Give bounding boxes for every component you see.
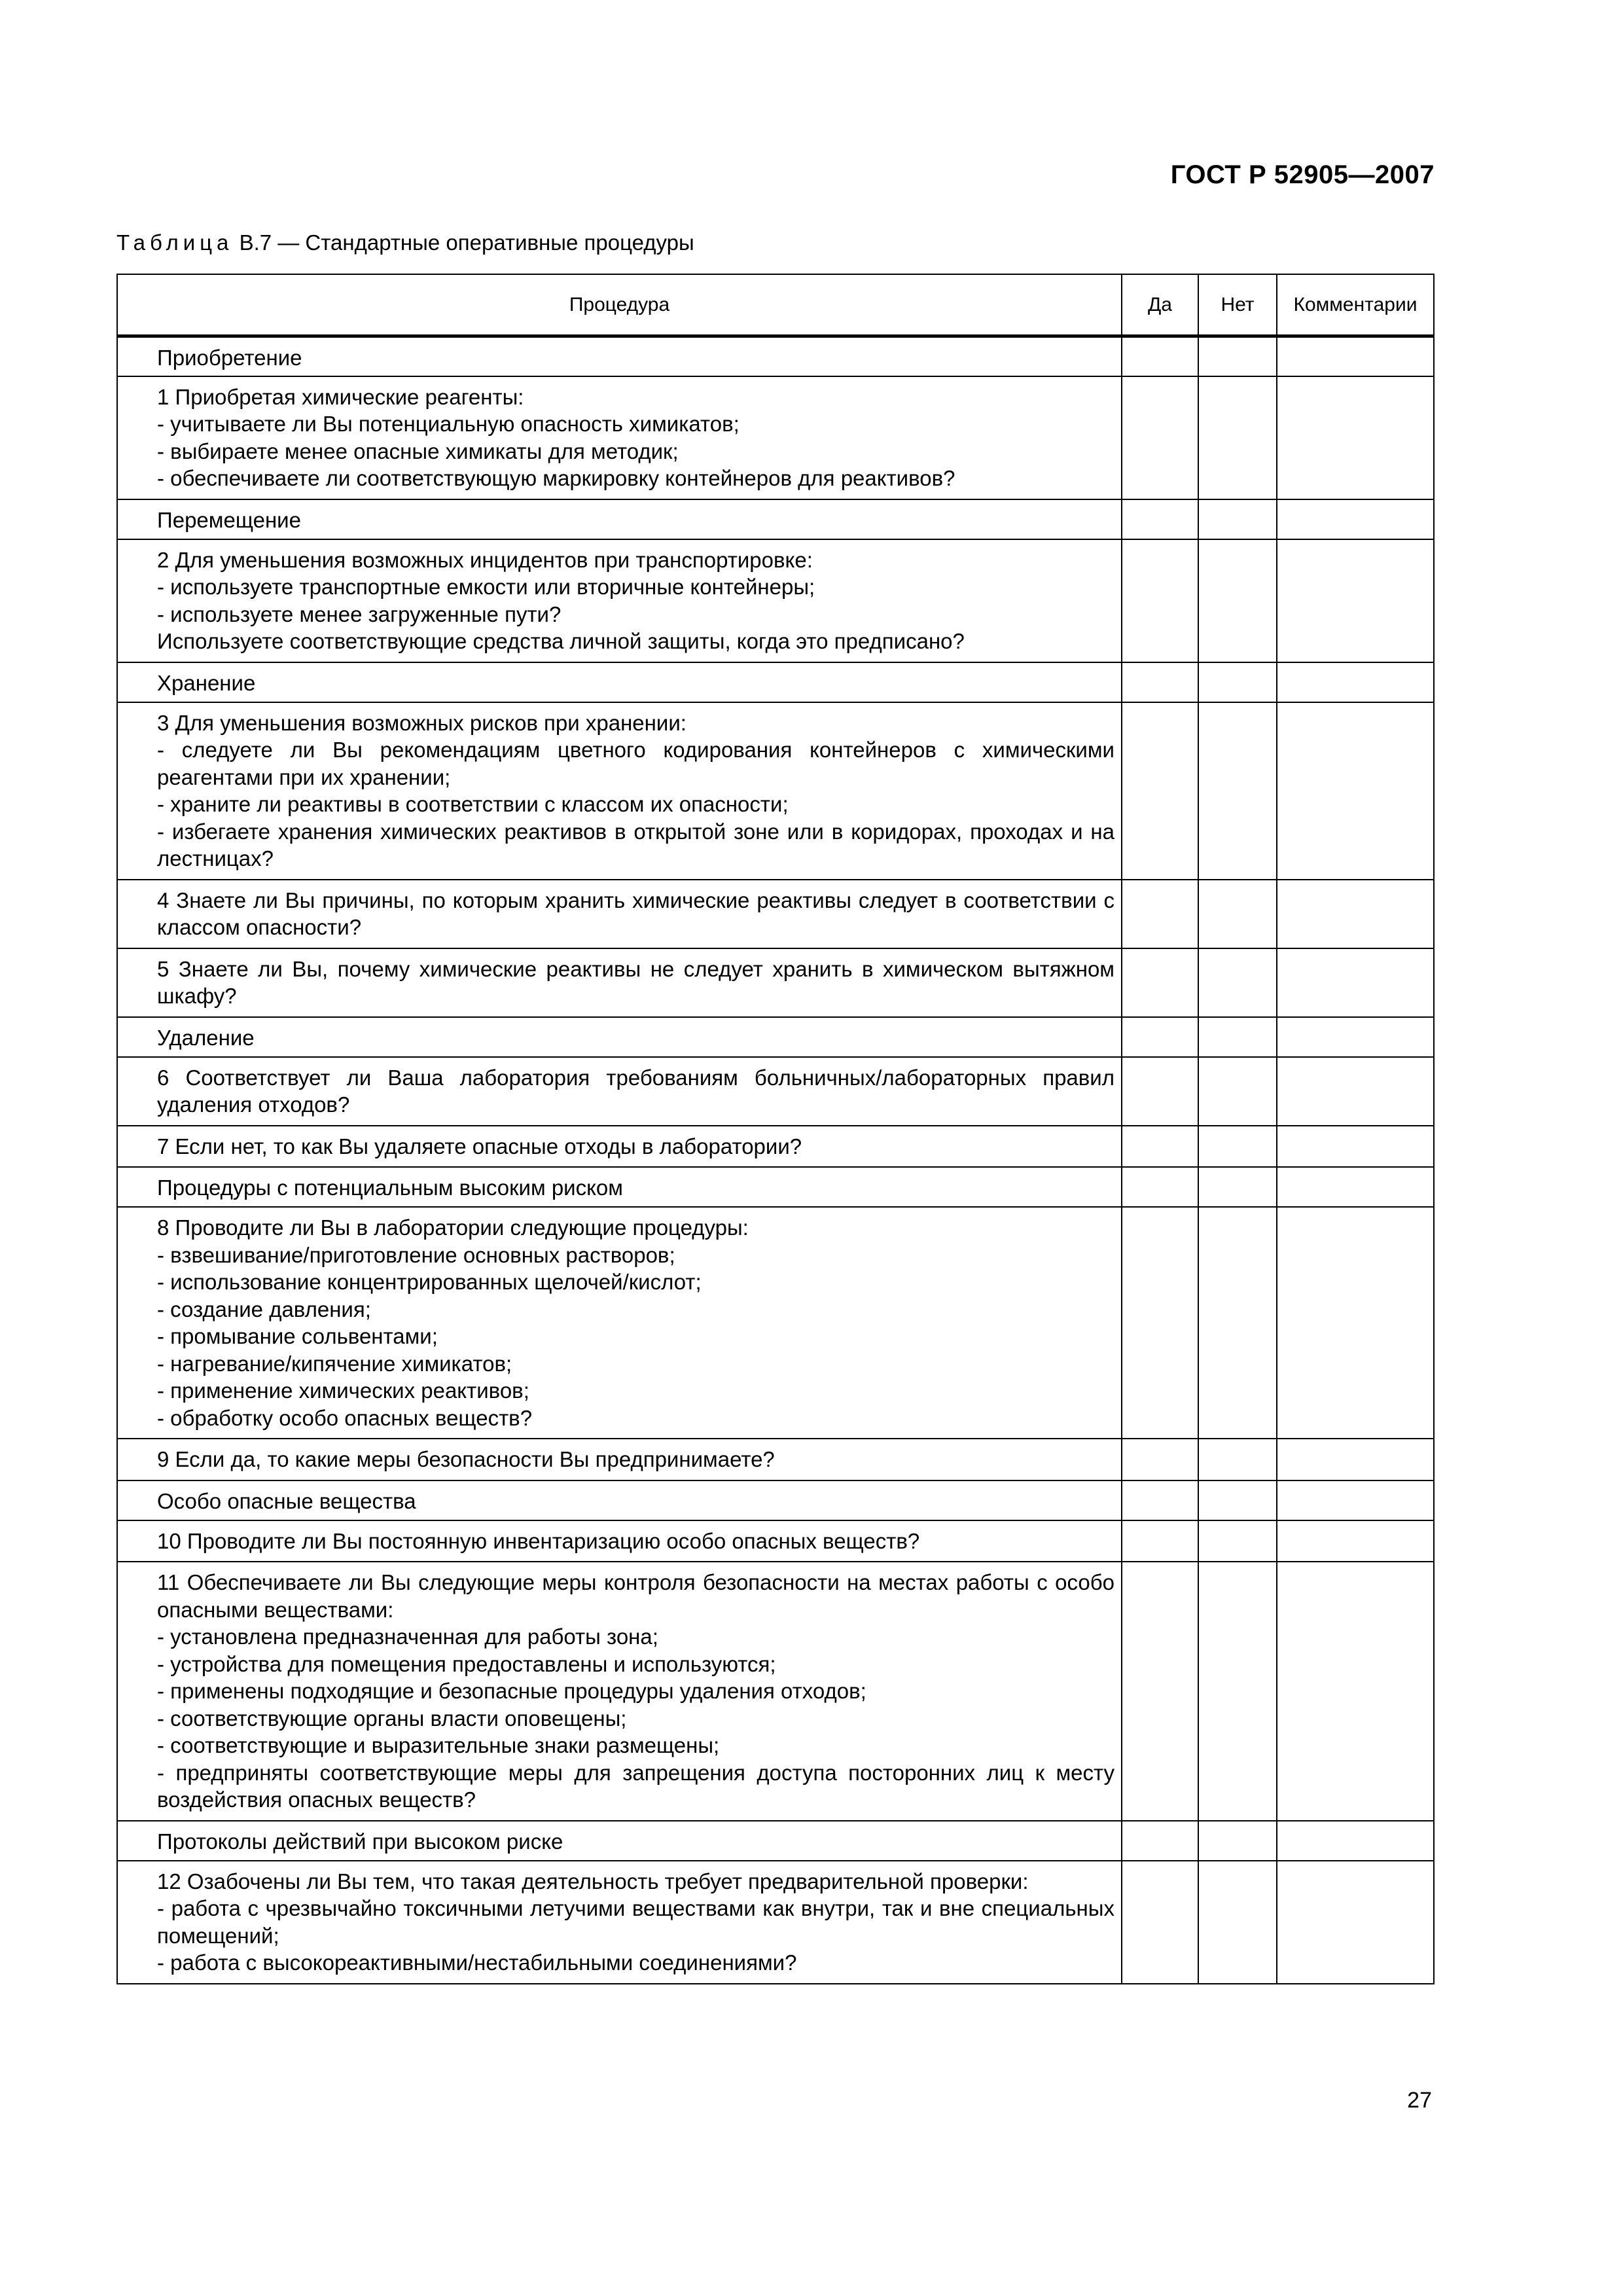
column-header-comments: Комментарии	[1277, 274, 1434, 336]
question-text: 4 Знаете ли Вы причины, по которым хранить химические реактивы следует в соответствии с классом опасности?	[157, 888, 1115, 939]
comment-cell[interactable]	[1277, 1520, 1434, 1562]
no-cell[interactable]	[1198, 376, 1277, 499]
table-section-row	[117, 336, 1434, 376]
comment-cell[interactable]	[1277, 1861, 1434, 1984]
table-section-row	[117, 662, 1434, 702]
no-cell[interactable]	[1198, 539, 1277, 662]
procedure-question	[117, 1861, 1122, 1984]
question-subitem: - применены подходящие и безопасные процедуры удаления отходов;	[157, 1679, 866, 1703]
question-subitem: - использование концентрированных щелочей/кислот;	[157, 1270, 702, 1294]
yes-cell[interactable]	[1122, 1126, 1198, 1168]
procedures-table	[116, 274, 1435, 1984]
question-text: 8 Проводите ли Вы в лаборатории следующие процедуры:	[157, 1215, 749, 1240]
question-subitem: - обработку особо опасных веществ?	[157, 1405, 533, 1430]
no-cell[interactable]	[1198, 1480, 1277, 1520]
table-row	[117, 1861, 1434, 1984]
no-cell[interactable]	[1198, 702, 1277, 880]
question-subitem: - применение химических реактивов;	[157, 1378, 529, 1403]
table-section-row	[117, 499, 1434, 539]
question-subitem: - промывание сольвентами;	[157, 1324, 438, 1348]
no-cell[interactable]	[1198, 662, 1277, 702]
comment-cell[interactable]	[1277, 1126, 1434, 1168]
table-row	[117, 376, 1434, 499]
yes-cell[interactable]	[1122, 376, 1198, 499]
question-subitem: - используете менее загруженные пути?	[157, 601, 562, 626]
comment-cell[interactable]	[1277, 1207, 1434, 1439]
question-subitem: - устройства для помещения предоставлены и используются;	[157, 1651, 776, 1676]
question-subitem: - работа с чрезвычайно токсичными летучими веществами как внутри, так и вне специальных помещений;	[157, 1896, 1115, 1948]
question-text: 12 Озабочены ли Вы тем, что такая деятельность требует предварительной проверки:	[157, 1869, 1029, 1893]
question-subitem: - храните ли реактивы в соответствии с классом их опасности;	[157, 792, 789, 816]
question-subitem: - установлена предназначенная для работы зона;	[157, 1624, 658, 1649]
table-row	[117, 539, 1434, 662]
yes-cell[interactable]	[1122, 702, 1198, 880]
yes-cell[interactable]	[1122, 662, 1198, 702]
comment-cell[interactable]	[1277, 1167, 1434, 1207]
column-header-yes: Да	[1122, 274, 1198, 336]
comment-cell[interactable]	[1277, 1480, 1434, 1520]
question-subitem: - предприняты соответствующие меры для запрещения доступа посторонних лиц к месту воздействия опасных веществ?	[157, 1760, 1115, 1812]
table-row	[117, 880, 1434, 948]
procedure-question	[117, 880, 1122, 948]
question-subitem: Используете соответствующие средства личной защиты, когда это предписано?	[157, 629, 965, 653]
comment-cell[interactable]	[1277, 539, 1434, 662]
table-body	[117, 336, 1434, 1984]
question-subitem: - используете транспортные емкости или вторичные контейнеры;	[157, 575, 815, 599]
no-cell[interactable]	[1198, 880, 1277, 948]
procedure-question	[117, 1126, 1122, 1168]
procedure-question	[117, 702, 1122, 880]
table-row	[117, 1439, 1434, 1480]
comment-cell[interactable]	[1277, 376, 1434, 499]
question-subitem: - выбираете менее опасные химикаты для методик;	[157, 439, 679, 463]
yes-cell[interactable]	[1122, 1562, 1198, 1821]
table-row	[117, 1520, 1434, 1562]
yes-cell[interactable]	[1122, 539, 1198, 662]
procedure-question	[117, 1520, 1122, 1562]
question-subitem: - следуете ли Вы рекомендациям цветного кодирования контейнеров с химическими реагентами при их хранении;	[157, 738, 1115, 789]
yes-cell[interactable]	[1122, 948, 1198, 1017]
question-text: 1 Приобретая химические реагенты:	[157, 384, 524, 409]
question-subitem: - создание давления;	[157, 1297, 371, 1321]
question-text: 3 Для уменьшения возможных рисков при хранении:	[157, 710, 687, 735]
question-subitem: - учитываете ли Вы потенциальную опасность химикатов;	[157, 412, 740, 436]
table-row	[117, 702, 1434, 880]
question-text: 6 Соответствует ли Ваша лаборатория требованиям больничных/лабораторных правил удаления отходов?	[157, 1065, 1115, 1117]
section-heading: Особо опасные вещества	[117, 1480, 1122, 1520]
no-cell[interactable]	[1198, 1207, 1277, 1439]
comment-cell[interactable]	[1277, 1057, 1434, 1126]
column-header-no: Нет	[1198, 274, 1277, 336]
question-subitem: - избегаете хранения химических реактивов в открытой зоне или в коридорах, проходах и на лестницах?	[157, 819, 1115, 870]
comment-cell[interactable]	[1277, 662, 1434, 702]
no-cell[interactable]	[1198, 1562, 1277, 1821]
no-cell[interactable]	[1198, 1861, 1277, 1984]
table-caption-label: Таблица	[116, 230, 234, 255]
yes-cell[interactable]	[1122, 1821, 1198, 1861]
no-cell[interactable]	[1198, 1126, 1277, 1168]
yes-cell[interactable]	[1122, 880, 1198, 948]
table-row	[117, 948, 1434, 1017]
table-caption	[116, 230, 694, 255]
no-cell[interactable]	[1198, 1017, 1277, 1057]
comment-cell[interactable]	[1277, 948, 1434, 1017]
question-text: 11 Обеспечиваете ли Вы следующие меры контроля безопасности на местах работы с особо опасными веществами:	[157, 1570, 1115, 1622]
no-cell[interactable]	[1198, 499, 1277, 539]
question-text: 5 Знаете ли Вы, почему химические реактивы не следует хранить в химическом вытяжном шкафу?	[157, 956, 1115, 1008]
procedure-question	[117, 539, 1122, 662]
section-heading: Перемещение	[117, 499, 1122, 539]
no-cell[interactable]	[1198, 1439, 1277, 1480]
no-cell[interactable]	[1198, 1520, 1277, 1562]
question-subitem: - нагревание/кипячение химикатов;	[157, 1351, 512, 1376]
yes-cell[interactable]	[1122, 1057, 1198, 1126]
no-cell[interactable]	[1198, 1057, 1277, 1126]
yes-cell[interactable]	[1122, 1480, 1198, 1520]
no-cell[interactable]	[1198, 336, 1277, 376]
comment-cell[interactable]	[1277, 1017, 1434, 1057]
no-cell[interactable]	[1198, 1167, 1277, 1207]
comment-cell[interactable]	[1277, 702, 1434, 880]
table-section-row	[117, 1480, 1434, 1520]
question-subitem: - взвешивание/приготовление основных растворов;	[157, 1242, 675, 1267]
section-heading: Приобретение	[117, 336, 1122, 376]
table-row	[117, 1207, 1434, 1439]
yes-cell[interactable]	[1122, 1861, 1198, 1984]
yes-cell[interactable]	[1122, 1520, 1198, 1562]
comment-cell[interactable]	[1277, 880, 1434, 948]
yes-cell[interactable]	[1122, 1017, 1198, 1057]
table-row	[117, 1126, 1434, 1168]
document-header: ГОСТ Р 52905—2007	[1170, 160, 1435, 189]
comment-cell[interactable]	[1277, 1821, 1434, 1861]
table-row	[117, 1562, 1434, 1821]
table-header-row	[117, 274, 1434, 336]
question-subitem: - соответствующие органы власти оповещены;	[157, 1706, 627, 1731]
comment-cell[interactable]	[1277, 1562, 1434, 1821]
procedure-question	[117, 1207, 1122, 1439]
procedure-question	[117, 948, 1122, 1017]
question-text: 10 Проводите ли Вы постоянную инвентаризацию особо опасных веществ?	[157, 1528, 920, 1553]
question-subitem: - соответствующие и выразительные знаки размещены;	[157, 1733, 720, 1757]
column-header-procedure: Процедура	[117, 274, 1122, 336]
yes-cell[interactable]	[1122, 1439, 1198, 1480]
question-subitem: - работа с высокореактивными/нестабильными соединениями?	[157, 1950, 797, 1975]
no-cell[interactable]	[1198, 1821, 1277, 1861]
comment-cell[interactable]	[1277, 336, 1434, 376]
section-heading: Хранение	[117, 662, 1122, 702]
yes-cell[interactable]	[1122, 1207, 1198, 1439]
procedure-question	[117, 1439, 1122, 1480]
question-text: 9 Если да, то какие меры безопасности Вы предпринимаете?	[157, 1447, 775, 1471]
question-subitem: - обеспечиваете ли соответствующую маркировку контейнеров для реактивов?	[157, 466, 955, 490]
section-heading: Процедуры с потенциальным высоким риском	[117, 1167, 1122, 1207]
yes-cell[interactable]	[1122, 336, 1198, 376]
procedure-question	[117, 376, 1122, 499]
section-heading: Протоколы действий при высоком риске	[117, 1821, 1122, 1861]
table-section-row	[117, 1017, 1434, 1057]
yes-cell[interactable]	[1122, 1167, 1198, 1207]
table-caption-text: В.7 — Стандартные оперативные процедуры	[239, 230, 694, 255]
procedure-question	[117, 1562, 1122, 1821]
table-section-row	[117, 1167, 1434, 1207]
comment-cell[interactable]	[1277, 1439, 1434, 1480]
comment-cell[interactable]	[1277, 499, 1434, 539]
table-row	[117, 1057, 1434, 1126]
table-section-row	[117, 1821, 1434, 1861]
section-heading: Удаление	[117, 1017, 1122, 1057]
page-number: 27	[1407, 2088, 1432, 2113]
question-text: 2 Для уменьшения возможных инцидентов при транспортировке:	[157, 547, 813, 572]
question-text: 7 Если нет, то как Вы удаляете опасные отходы в лаборатории?	[157, 1134, 802, 1158]
procedure-question	[117, 1057, 1122, 1126]
no-cell[interactable]	[1198, 948, 1277, 1017]
yes-cell[interactable]	[1122, 499, 1198, 539]
